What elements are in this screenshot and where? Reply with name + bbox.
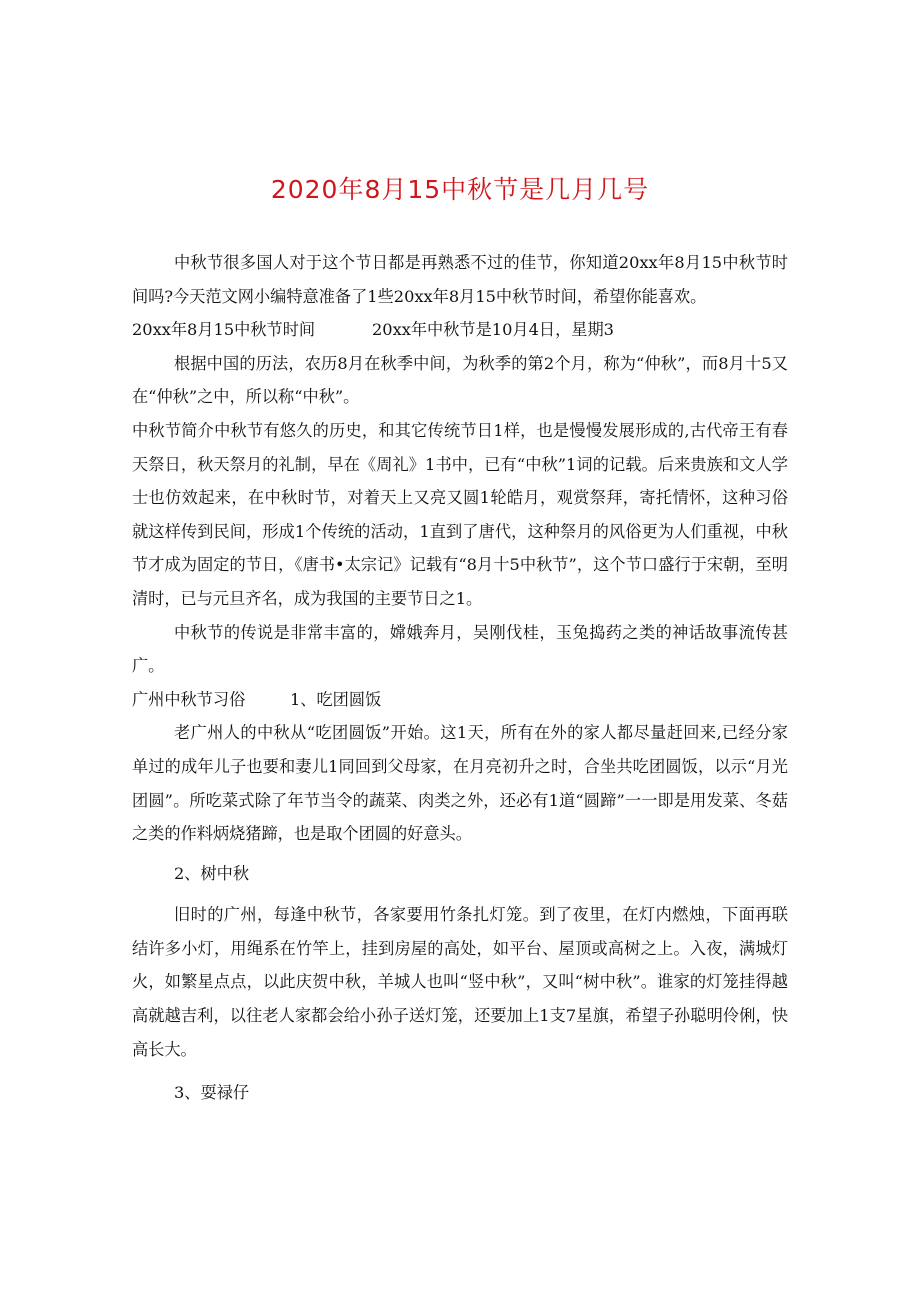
document-title: 2020年8月15中秋节是几月几号 <box>270 175 650 204</box>
festival-time-value: 20xx年中秋节是10月4日，星期3 <box>372 320 614 340</box>
custom3-heading: 3、耍禄仔 <box>174 1083 250 1103</box>
calendar-paragraph: 根据中国的历法，农历8月在秋季中间，为秋季的第2个月，称为“仲秋”，而8月十5又在“仲秋”之中，所以称“中秋”。 <box>132 353 788 407</box>
custom2-heading: 2、树中秋 <box>174 863 250 883</box>
intro-paragraph: 中秋节很多国人对于这个节日都是再熟悉不过的佳节，你知道20xx年8月15中秋节时间吗?今天范文网小编特意准备了1些20xx年8月15中秋节时间，希望你能喜欢。 <box>132 253 788 306</box>
history-paragraph: 中秋节简介中秋节有悠久的历史，和其它传统节日1样，也是慢慢发展形成的,古代帝王有春天祭日，秋天祭月的礼制，早在《周礼》1书中，已有“中秋”1词的记载。后来贵族和文人学士也仿效起来，在中秋时节，对着天上又亮又圆1轮皓月，观赏祭拜，寄托情怀，这种习俗就这样传到民间，形成1个传统的活动，1直到了唐代，这种祭月的风俗更为人们重视，中秋节才成为固定的节日，《唐书•太宗记》记载有“8月十5中秋节”，这个节口盛行于宋朝，至明清时，已与元旦齐名，成为我国的主要节日之1。 <box>132 420 788 608</box>
legend-paragraph: 中秋节的传说是非常丰富的，嫦娥奔月，吴刚伐桂，玉兔捣药之类的神话故事流传甚广。 <box>132 622 788 676</box>
custom1-paragraph: 老广州人的中秋从“吃团圆饭”开始。这1天，所有在外的家人都尽量赶回来,已经分家单过的成年儿子也要和妻儿1同回到父母家，在月亮初升之时，合坐共吃团圆饭，以示“月光团圆”。所吃菜式除了年节当令的蔬菜、肉类之外，还必有1道“圆蹄”一一即是用发菜、冬菇之类的作料炳烧猪蹄，也是取个团圆的好意头。 <box>132 723 788 844</box>
custom1-heading: 1、吃团圆饭 <box>290 689 382 709</box>
customs-label: 广州中秋节习俗 <box>132 689 246 709</box>
festival-time-line <box>132 313 788 347</box>
custom2-paragraph: 旧时的广州，每逢中秋节，各家要用竹条扎灯笼。到了夜里，在灯内燃烛，下面再联结许多小灯，用绳系在竹竿上，挂到房屋的高处，如平台、屋顶或高树之上。入夜，满城灯火，如繁星点点，以此庆贺中秋，羊城人也叫“竖中秋”，又叫“树中秋”。谁家的灯笼挂得越高就越吉利，以往老人家都会给小孙子送灯笼，还要加上1支7星旗，希望子孙聪明伶俐，快高长大。 <box>132 905 788 1059</box>
document-body <box>132 246 788 1110</box>
customs-heading-line <box>132 683 788 717</box>
festival-time-label: 20xx年8月15中秋节时间 <box>132 320 316 340</box>
